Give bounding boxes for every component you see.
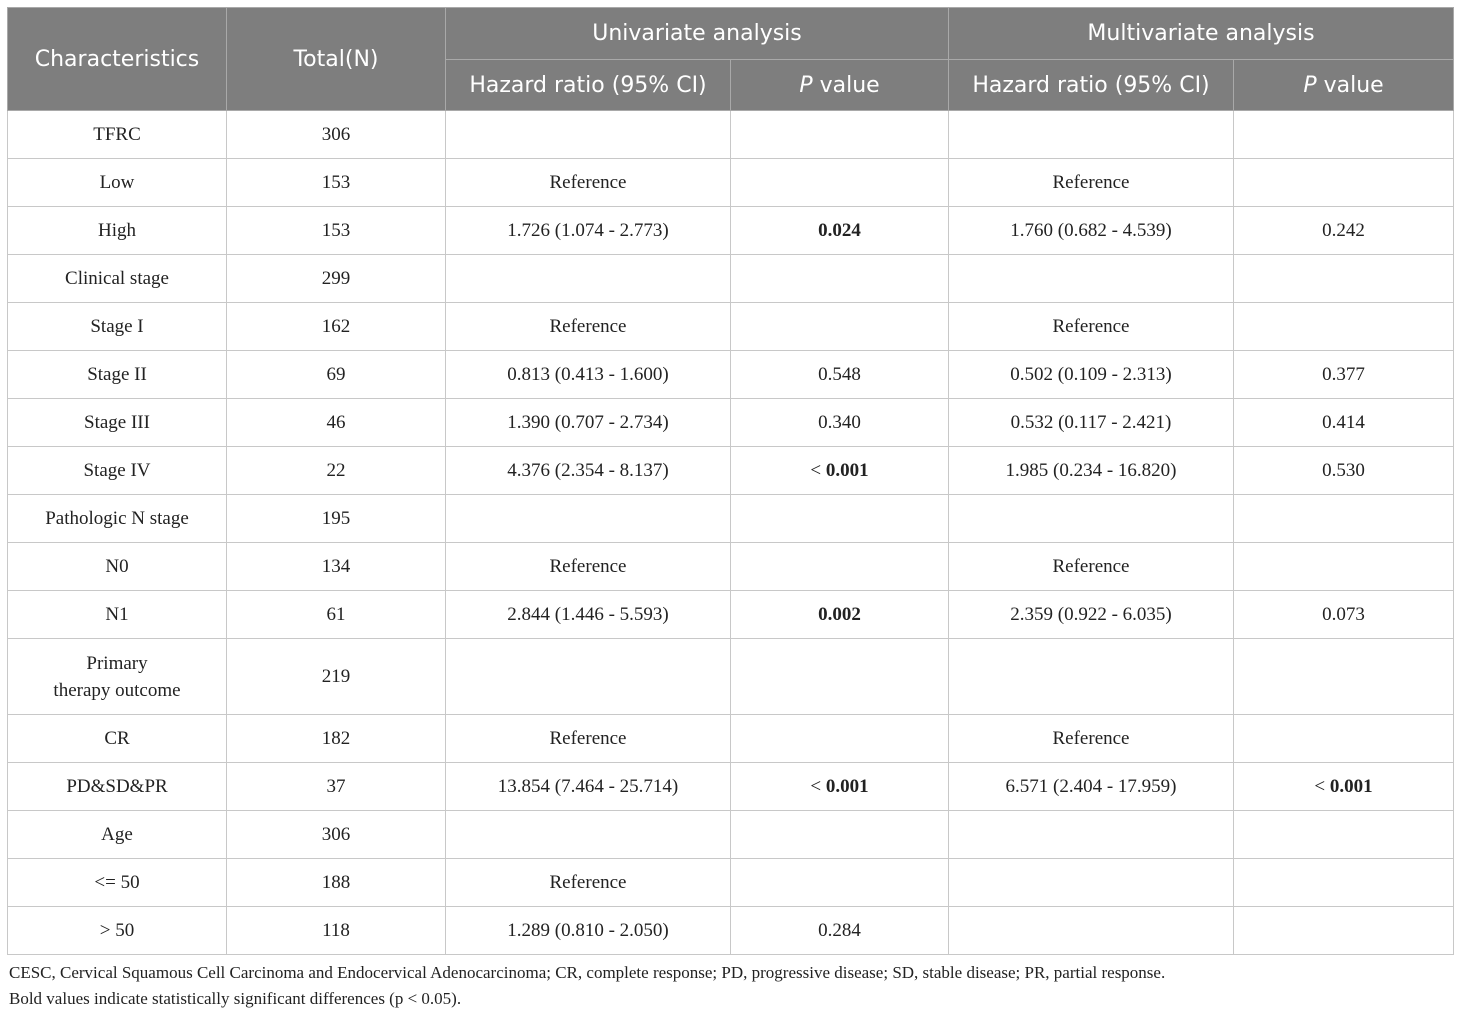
- characteristic-cell: [8, 543, 227, 591]
- characteristic-cell-value: <= 50: [94, 872, 140, 893]
- multivariate-p-cell-value: 0.377: [1322, 364, 1365, 385]
- univariate-p-cell-value: 0.001: [825, 460, 869, 481]
- univariate-p-cell: [731, 207, 949, 255]
- table-row: [8, 447, 1454, 495]
- univariate-p-cell: [731, 111, 949, 159]
- characteristic-cell-value: Stage I: [90, 316, 144, 337]
- total-cell: [227, 447, 446, 495]
- univariate-hr-cell: [446, 159, 731, 207]
- multivariate-hr-cell-value: 1.760 (0.682 - 4.539): [1010, 220, 1172, 241]
- univariate-hr-cell: [446, 859, 731, 907]
- total-cell-value: 22: [326, 460, 346, 481]
- univariate-hr-cell: [446, 907, 731, 955]
- header-multivariate: Multivariate analysis: [949, 8, 1454, 60]
- multivariate-hr-cell-value: 1.985 (0.234 - 16.820): [1005, 460, 1177, 481]
- p-prefix: <: [810, 776, 826, 797]
- multivariate-p-cell: [1234, 159, 1454, 207]
- characteristic-cell: [8, 303, 227, 351]
- univariate-p-cell: [731, 159, 949, 207]
- multivariate-p-cell: [1234, 763, 1454, 811]
- total-cell-value: 188: [321, 872, 351, 893]
- characteristic-cell-value: CR: [104, 728, 130, 749]
- univariate-hr-cell: [446, 111, 731, 159]
- multivariate-p-cell: [1234, 303, 1454, 351]
- univariate-p-cell-value: 0.340: [818, 412, 861, 433]
- footnote-bold-note: Bold values indicate statistically significant differences (p < 0.05).: [9, 989, 462, 1008]
- header-total: Total(N): [227, 8, 446, 111]
- univariate-hr-cell-value: 0.813 (0.413 - 1.600): [507, 364, 669, 385]
- header-multivariate-p: [1234, 60, 1454, 111]
- univariate-hr-cell: [446, 639, 731, 715]
- total-cell: [227, 591, 446, 639]
- characteristic-cell: [8, 447, 227, 495]
- total-cell: [227, 763, 446, 811]
- multivariate-hr-cell: [949, 351, 1234, 399]
- univariate-p-cell: [731, 859, 949, 907]
- multivariate-p-cell: [1234, 639, 1454, 715]
- multivariate-p-cell: [1234, 495, 1454, 543]
- univariate-p-cell: [731, 303, 949, 351]
- multivariate-p-cell: [1234, 811, 1454, 859]
- multivariate-p-cell: [1234, 255, 1454, 303]
- characteristic-cell: [8, 715, 227, 763]
- multivariate-hr-cell: [949, 543, 1234, 591]
- multivariate-hr-cell: [949, 495, 1234, 543]
- univariate-hr-cell-value: Reference: [549, 172, 627, 193]
- table-row: [8, 543, 1454, 591]
- multivariate-p-cell-value: 0.001: [1329, 776, 1373, 797]
- p-rest: value: [812, 72, 880, 98]
- total-cell-value: 69: [326, 364, 346, 385]
- total-cell-value: 37: [326, 776, 346, 797]
- univariate-p-cell: [731, 907, 949, 955]
- univariate-p-cell: [731, 255, 949, 303]
- table-row: [8, 159, 1454, 207]
- table-row: [8, 255, 1454, 303]
- total-cell: [227, 811, 446, 859]
- total-cell: [227, 859, 446, 907]
- total-cell: [227, 351, 446, 399]
- multivariate-hr-cell-value: Reference: [1052, 316, 1130, 337]
- p-prefix: <: [1314, 776, 1330, 797]
- characteristic-cell: [8, 399, 227, 447]
- univariate-hr-cell-value: Reference: [549, 872, 627, 893]
- characteristic-cell-value: Stage IV: [83, 460, 151, 481]
- characteristic-cell: [8, 763, 227, 811]
- multivariate-hr-cell: [949, 447, 1234, 495]
- p-italic: P: [1303, 72, 1317, 98]
- characteristic-cell: [8, 111, 227, 159]
- cox-regression-table: [7, 7, 1454, 955]
- total-cell: [227, 111, 446, 159]
- total-cell-value: 61: [326, 604, 346, 625]
- total-cell-value: 182: [321, 728, 351, 749]
- univariate-hr-cell: [446, 543, 731, 591]
- univariate-hr-cell: [446, 447, 731, 495]
- characteristic-cell: [8, 591, 227, 639]
- total-cell-value: 153: [321, 172, 351, 193]
- multivariate-hr-cell: [949, 399, 1234, 447]
- univariate-hr-cell: [446, 763, 731, 811]
- univariate-hr-cell: [446, 399, 731, 447]
- univariate-hr-cell-value: Reference: [549, 316, 627, 337]
- univariate-hr-cell-value: 1.726 (1.074 - 2.773): [507, 220, 669, 241]
- univariate-hr-cell: [446, 715, 731, 763]
- univariate-hr-cell-value: Reference: [549, 556, 627, 577]
- characteristic-cell: [8, 907, 227, 955]
- univariate-hr-cell-value: 2.844 (1.446 - 5.593): [507, 604, 669, 625]
- header-univariate-p: [731, 60, 949, 111]
- multivariate-hr-cell-value: 0.532 (0.117 - 2.421): [1010, 412, 1172, 433]
- characteristic-cell-value: Stage III: [84, 412, 150, 433]
- total-cell-value: 306: [321, 824, 351, 845]
- footnote-abbreviations: CESC, Cervical Squamous Cell Carcinoma and Endocervical Adenocarcinoma; CR, complete response; PD, progressive disease; SD, stable disease; PR, partial response.: [9, 963, 1166, 982]
- univariate-p-cell: [731, 763, 949, 811]
- characteristic-cell: [8, 811, 227, 859]
- total-cell-value: 195: [321, 508, 351, 529]
- univariate-hr-cell-value: 13.854 (7.464 - 25.714): [497, 776, 679, 797]
- univariate-hr-cell: [446, 303, 731, 351]
- univariate-p-cell: [731, 591, 949, 639]
- multivariate-p-cell: [1234, 111, 1454, 159]
- characteristic-cell-value: > 50: [99, 920, 135, 941]
- table-row: [8, 351, 1454, 399]
- characteristic-cell: [8, 207, 227, 255]
- header-characteristics: Characteristics: [8, 8, 227, 111]
- p-prefix: <: [810, 460, 826, 481]
- univariate-p-cell: [731, 351, 949, 399]
- table-row: [8, 859, 1454, 907]
- table-row: [8, 111, 1454, 159]
- multivariate-hr-cell: [949, 811, 1234, 859]
- characteristic-cell-value: N1: [105, 604, 129, 625]
- characteristic-cell-value: PD&SD&PR: [66, 776, 168, 797]
- characteristic-cell-value: Pathologic N stage: [45, 508, 189, 529]
- characteristic-cell: [8, 495, 227, 543]
- total-cell-value: 153: [321, 220, 351, 241]
- p-rest: value: [1316, 72, 1384, 98]
- multivariate-p-cell: [1234, 207, 1454, 255]
- table-row: [8, 591, 1454, 639]
- multivariate-p-cell-value: 0.414: [1322, 412, 1365, 433]
- table-row: [8, 763, 1454, 811]
- header-row-1: [8, 8, 1454, 60]
- multivariate-hr-cell: [949, 591, 1234, 639]
- univariate-p-cell-value: 0.284: [818, 920, 861, 941]
- total-cell: [227, 495, 446, 543]
- multivariate-p-cell: [1234, 399, 1454, 447]
- univariate-hr-cell: [446, 207, 731, 255]
- univariate-p-cell: [731, 447, 949, 495]
- total-cell: [227, 399, 446, 447]
- p-italic: P: [799, 72, 813, 98]
- univariate-p-cell-value: 0.024: [818, 220, 861, 241]
- table-row: [8, 303, 1454, 351]
- table-row: [8, 639, 1454, 715]
- univariate-p-cell-value: 0.002: [818, 604, 861, 625]
- univariate-hr-cell: [446, 255, 731, 303]
- characteristic-cell-value: TFRC: [93, 124, 141, 145]
- univariate-hr-cell-value: 4.376 (2.354 - 8.137): [507, 460, 669, 481]
- multivariate-p-cell: [1234, 543, 1454, 591]
- characteristic-cell-value: Low: [99, 172, 135, 193]
- total-cell: [227, 907, 446, 955]
- multivariate-hr-cell: [949, 715, 1234, 763]
- characteristic-cell: [8, 639, 227, 715]
- multivariate-p-cell: [1234, 907, 1454, 955]
- univariate-hr-cell: [446, 351, 731, 399]
- multivariate-hr-cell: [949, 859, 1234, 907]
- header-univariate: Univariate analysis: [446, 8, 949, 60]
- multivariate-hr-cell: [949, 763, 1234, 811]
- multivariate-p-cell: [1234, 859, 1454, 907]
- characteristic-cell-value: Clinical stage: [65, 268, 169, 289]
- header-multivariate-hr: Hazard ratio (95% CI): [949, 60, 1234, 111]
- total-cell-value: 118: [322, 920, 350, 941]
- table-row: [8, 207, 1454, 255]
- univariate-hr-cell: [446, 495, 731, 543]
- multivariate-hr-cell: [949, 159, 1234, 207]
- table-row: [8, 399, 1454, 447]
- multivariate-hr-cell: [949, 255, 1234, 303]
- table-row: [8, 811, 1454, 859]
- multivariate-p-cell-value: 0.242: [1322, 220, 1365, 241]
- total-cell-value: 162: [321, 316, 351, 337]
- total-cell-value: 219: [321, 666, 351, 687]
- multivariate-p-cell: [1234, 351, 1454, 399]
- results-table-container: [7, 7, 1453, 1012]
- multivariate-hr-cell-value: 0.502 (0.109 - 2.313): [1010, 364, 1172, 385]
- total-cell: [227, 639, 446, 715]
- total-cell-value: 299: [321, 268, 351, 289]
- characteristic-cell-value: Primary therapy outcome: [53, 652, 181, 701]
- table-row: [8, 907, 1454, 955]
- characteristic-cell-value: High: [98, 220, 136, 241]
- multivariate-p-cell: [1234, 447, 1454, 495]
- multivariate-p-cell-value: 0.073: [1322, 604, 1365, 625]
- univariate-p-cell: [731, 495, 949, 543]
- total-cell-value: 306: [321, 124, 351, 145]
- total-cell: [227, 715, 446, 763]
- univariate-p-cell: [731, 715, 949, 763]
- univariate-hr-cell-value: 1.390 (0.707 - 2.734): [507, 412, 669, 433]
- characteristic-cell: [8, 255, 227, 303]
- univariate-p-cell: [731, 811, 949, 859]
- total-cell-value: 134: [321, 556, 351, 577]
- table-row: [8, 495, 1454, 543]
- univariate-p-cell: [731, 543, 949, 591]
- multivariate-hr-cell: [949, 907, 1234, 955]
- multivariate-hr-cell-value: Reference: [1052, 556, 1130, 577]
- table-row: [8, 715, 1454, 763]
- total-cell: [227, 303, 446, 351]
- univariate-p-cell-value: 0.001: [825, 776, 869, 797]
- total-cell: [227, 159, 446, 207]
- univariate-hr-cell: [446, 811, 731, 859]
- univariate-p-cell-value: 0.548: [818, 364, 861, 385]
- table-body: [8, 111, 1454, 955]
- univariate-hr-cell-value: Reference: [549, 728, 627, 749]
- characteristic-cell: [8, 351, 227, 399]
- univariate-p-cell: [731, 399, 949, 447]
- multivariate-p-cell: [1234, 591, 1454, 639]
- characteristic-cell-value: Stage II: [87, 364, 147, 385]
- characteristic-cell-value: N0: [105, 556, 129, 577]
- univariate-hr-cell-value: 1.289 (0.810 - 2.050): [507, 920, 669, 941]
- total-cell: [227, 255, 446, 303]
- multivariate-hr-cell: [949, 303, 1234, 351]
- multivariate-hr-cell-value: Reference: [1052, 172, 1130, 193]
- total-cell-value: 46: [326, 412, 346, 433]
- characteristic-cell: [8, 859, 227, 907]
- univariate-hr-cell: [446, 591, 731, 639]
- characteristic-cell: [8, 159, 227, 207]
- multivariate-hr-cell-value: 6.571 (2.404 - 17.959): [1005, 776, 1177, 797]
- multivariate-hr-cell-value: 2.359 (0.922 - 6.035): [1010, 604, 1172, 625]
- multivariate-hr-cell: [949, 111, 1234, 159]
- multivariate-hr-cell: [949, 639, 1234, 715]
- univariate-p-cell: [731, 639, 949, 715]
- total-cell: [227, 543, 446, 591]
- characteristic-cell-value: Age: [101, 824, 133, 845]
- footnotes: [7, 960, 1453, 1012]
- header-univariate-hr: Hazard ratio (95% CI): [446, 60, 731, 111]
- multivariate-p-cell: [1234, 715, 1454, 763]
- multivariate-hr-cell: [949, 207, 1234, 255]
- multivariate-hr-cell-value: Reference: [1052, 728, 1130, 749]
- multivariate-p-cell-value: 0.530: [1322, 460, 1365, 481]
- total-cell: [227, 207, 446, 255]
